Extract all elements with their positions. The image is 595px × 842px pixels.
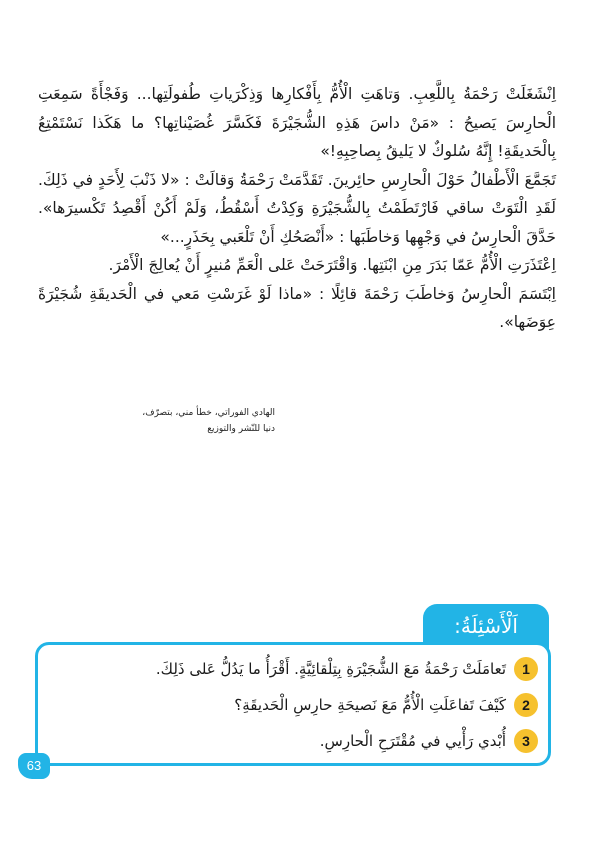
question-number-badge: 2	[514, 693, 538, 717]
page-number: 63	[18, 753, 50, 779]
story-text	[38, 80, 556, 337]
source-citation	[95, 405, 275, 437]
question-number-badge: 3	[514, 729, 538, 753]
source-author: الهادي الفوراتي، خطأ مني، بتصرّف،	[142, 408, 275, 418]
story-paragraph: اِعْتَذَرَتِ الْأُمُّ عَمّا بَدَرَ مِنِ ابْنَتِها. وَاقْتَرَحَتْ عَلى الْعَمِّ مُنيرٍ أَنْ يُعالِجَ الْأَمْرَ.	[108, 256, 556, 274]
question-text: تَعامَلَتْ رَحْمَةُ مَعَ الشُّجَيْرَةِ بِتِلْقائِيَّةٍ. أَقْرَأُ ما يَدُلُّ عَلى ذَلِكَ.	[155, 660, 506, 678]
question-item	[320, 729, 538, 753]
question-text: كَيْفَ تَفاعَلَتِ الْأُمُّ مَعَ نَصيحَةِ حارِسِ الْحَديقَةِ؟	[234, 696, 506, 714]
source-publisher: دنيا للنّشر والتوزيع	[207, 424, 275, 434]
story-paragraph: اِبْتَسَمَ الْحارِسُ وَخاطَبَ رَحْمَةَ قائِلًا : «ماذا لَوْ غَرَسْتِ مَعي في الْحَديقَةِ شُجَيْرَةً عِوَضَها».	[38, 284, 556, 331]
question-item	[156, 657, 538, 681]
question-item	[234, 693, 538, 717]
questions-box	[35, 642, 551, 766]
questions-title: اَلْأَسْئِلَةُ:	[454, 614, 518, 638]
story-paragraph: تَجَمَّعَ الْأَطْفالُ حَوْلَ الْحارِسِ حائِرينَ. تَقَدَّمَتْ رَحْمَةُ وَقالَتْ : «لا ذَنْبَ لِأَحَدٍ في ذَلِكَ. لَقَدِ الْتَوَتْ ساقي فَارْتَطَمْتُ بِالشُّجَيْرَةِ وَكِدْتُ أَسْقُطُ، وَلَمْ أَكُنْ أَقْصِدُ تَكْسيرَها». حَدَّقَ الْحارِسُ في وَجْهِها وَخاطَبَها : «أَنْصَحُكِ أَنْ تَلْعَبي بِحَذَرٍ...»	[38, 170, 556, 246]
question-number-badge: 1	[514, 657, 538, 681]
story-paragraph: اِنْشَغَلَتْ رَحْمَةُ بِاللَّعِبِ. وَتاهَتِ الْأُمُّ بِأَفْكارِها وَذِكْرَياتِ طُفولَتِها... وَفَجْأَةً سَمِعَتِ الْحارِسَ يَصيحُ : «مَنْ داسَ هَذِهِ الشُّجَيْرَةَ فَكَسَّرَ غُصَيْناتِها؟ ما هَكَذا نَسْتَمْتِعُ بِالْحَديقَةِ! إِنَّهُ سُلوكٌ لا يَليقُ بِصاحِبِهِ!»	[38, 85, 556, 160]
question-text: أُبْدي رَأْيي في مُقْتَرَحِ الْحارِسِ.	[319, 732, 506, 750]
